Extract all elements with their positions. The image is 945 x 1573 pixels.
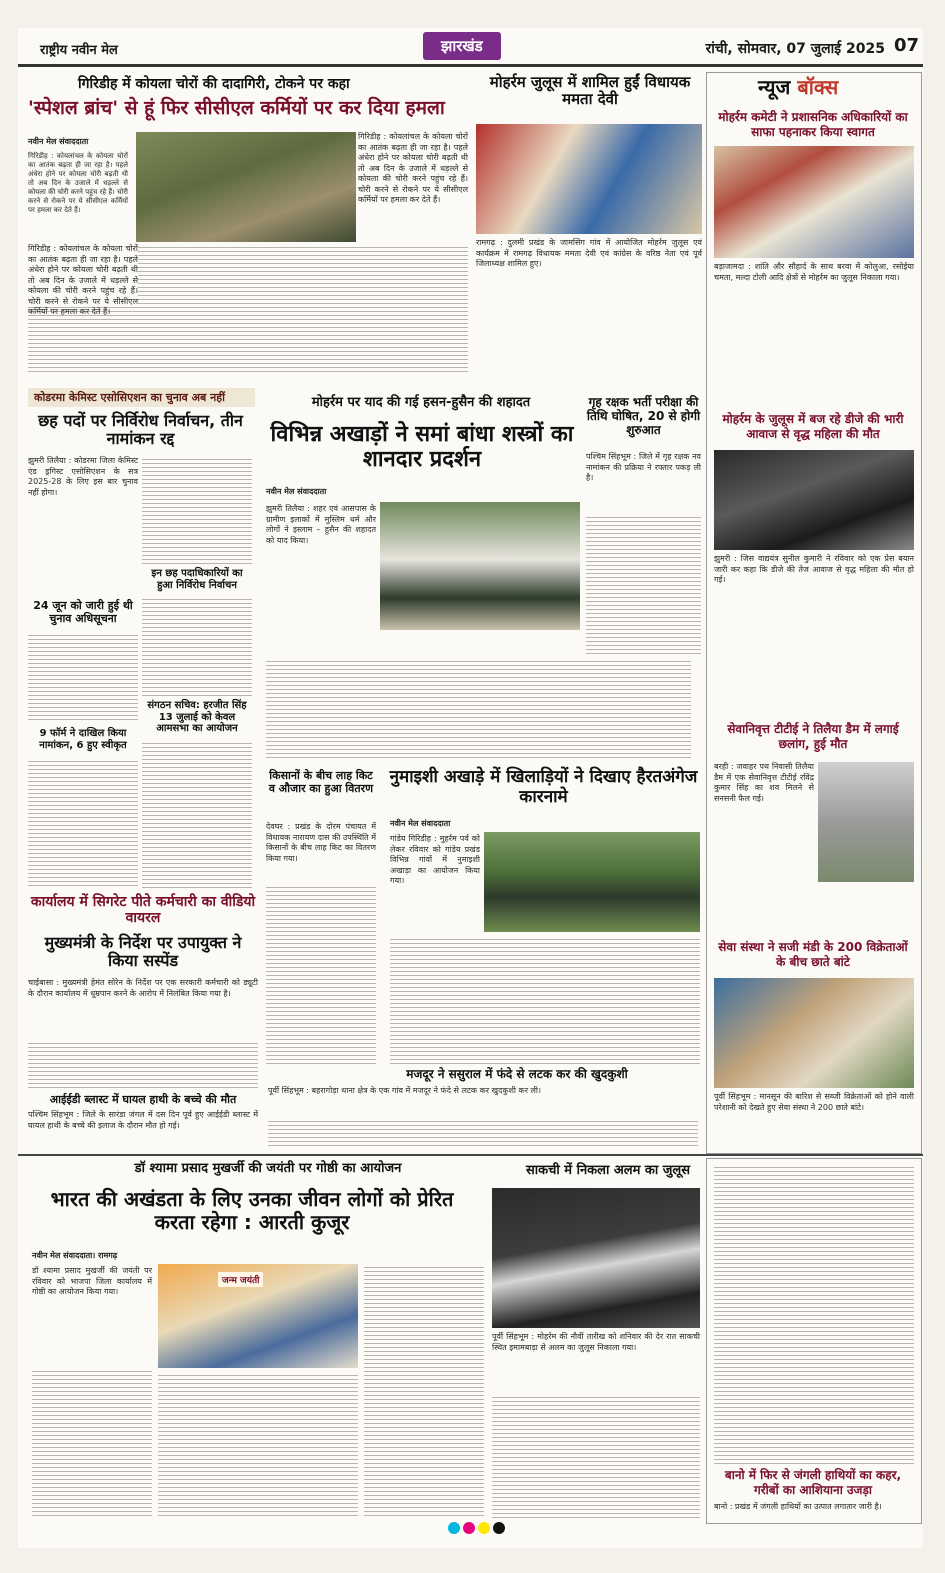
newsbox-item1-text: बड़ाजामदा : शांति और सौहार्द के साथ बरवा में कोलुआ, रसोईया चमता, मल्दा टोली आदि क्षेत्रों से मोहर्रम का जुलूस निकाला गया। — [714, 262, 914, 282]
registration-dots — [448, 1519, 508, 1538]
numaishi-body: गांडेय गिरिडीह : मुहर्रम पर्व को लेकर रविवार को गांडेय प्रखंड विभिन्न गांवों में नुमाइशी अखाड़ा का आयोजन किया गया। — [390, 834, 480, 885]
sakchi-body: पूर्वी सिंहभूम : मोहर्रम की नौवीं तारीख को शनिवार की देर रात साकची स्थित इमामबाड़ा से अलम का जुलूस निकाला गया। — [492, 1332, 700, 1352]
mla-photo — [476, 124, 702, 234]
numaishi-body2 — [390, 936, 700, 1066]
sakchi-headline: साकची में निकला अलम का जुलूस — [525, 1163, 691, 1178]
kodarma-body6 — [142, 740, 252, 888]
newsbox-title-b: बॉक्स — [797, 75, 839, 99]
divider — [18, 1154, 923, 1156]
akhara-headline: विभिन्न अखाड़ों ने समां बांधा शस्त्रों का शानदार प्रदर्शन — [270, 422, 574, 473]
sakchi-photo — [492, 1188, 700, 1328]
lead-headline: 'स्पेशल ब्रांच' से हूं फिर सीसीएल कर्मियों पर कर दिया हमला — [28, 97, 445, 119]
newsbox-item5-text: बानो : प्रखंड में जंगली हाथियों का उत्पात लगातार जारी है। — [714, 1502, 882, 1511]
paper-logo: राष्ट्रीय नवीन मेल — [40, 43, 118, 58]
grih-body2 — [586, 514, 701, 654]
cig-body: चाईबासा : मुख्यमंत्री हेमंत सोरेन के निर्देश पर एक सरकारी कर्मचारी को ड्यूटी के दौरान कार्यालय में धूम्रपान करने के आरोप में निलंबित किया गया है। — [28, 978, 258, 998]
akhara-body2 — [266, 658, 691, 758]
masthead — [18, 28, 923, 67]
lead-body-text: गिरिडीह : कोयलांचल के कोयला चोरों का आतंक बढ़ता ही जा रहा है। पहले अंधेरा होने पर कोयला चोरी बढ़ती थी तो अब दिन के उजाले में धड़ल्ले से कोयला की चोरी करने पहुंच रहे हैं। चोरी करने से रोकने पर ये सीसीएल कर्मियों पर हमला कर देते हैं। — [28, 244, 138, 316]
black-dot — [493, 1522, 505, 1534]
dateline: रांची, सोमवार, 07 जुलाई 2025 — [705, 41, 885, 57]
mla-body: रामगढ़ : दुलमी प्रखंड के जामसिंग गांव में आयोजित मोहर्रम जुलूस एवं कार्यक्रम में रामगढ़ विधायक ममता देवी एवं कांग्रेस के वरिष्ठ नेता एवं पूर्व जिलाध्यक्ष शामिल हुए। — [476, 238, 702, 268]
kodarma-sub3: इन छह पदाधिकारियों का हुआ निर्विरोध निर्वाचन — [151, 568, 243, 591]
ied-body: पश्चिम सिंहभूम : जिले के सारंडा जंगल में दस दिन पूर्व हुए आईईडी ब्लास्ट में घायल हाथी के बच्चे की इलाज के दौरान मौत हो गई। — [28, 1110, 258, 1130]
grih-body: पश्चिम सिंहभूम : जिले में गृह रक्षक नव नामांकन की प्रक्रिया ने रफ्तार पकड़ ली है। — [586, 452, 701, 482]
newsbox-item1-head: मोहर्रम कमेटी ने प्रशासनिक अधिकारियों का साफा पहनाकर किया स्वागत — [718, 110, 908, 139]
bano-prev-text — [714, 1164, 914, 1464]
newsbox-title-a: न्यूज — [758, 75, 791, 99]
akhara-photo — [380, 502, 580, 630]
sakchi-body2 — [492, 1394, 700, 1518]
newsbox-photo4 — [714, 978, 914, 1088]
kodarma-headline: छह पदों पर निर्विरोध निर्वाचन, तीन नामांकन रद्द — [38, 411, 243, 449]
magenta-dot — [463, 1522, 475, 1534]
ied-headline: आईईडी ब्लास्ट में घायल हाथी के बच्चे की मौत — [49, 1093, 237, 1106]
kodarma-body3 — [28, 758, 138, 888]
lead-caption: गिरिडीह : कोयलांचल के कोयला चोरों का आतंक बढ़ता ही जा रहा है। पहले अंधेरा होने पर कोयला चोरी बढ़ती थी तो अब दिन के उजाले में धड़ल्ले से कोयला की चोरी करने पहुंच रहे हैं। चोरी करने से रोकने पर ये सीसीएल कर्मियों पर हमला कर देते हैं। — [28, 152, 128, 214]
akhara-byline: नवीन मेल संवाददाता — [266, 487, 327, 496]
newsbox-photo2 — [714, 450, 914, 550]
newsbox-item3-head: सेवानिवृत्त टीटीई ने तिलैया डैम में लगाई छलांग, हुई मौत — [727, 722, 899, 751]
numaishi-photo — [484, 832, 700, 932]
shyama-body2 — [32, 1368, 152, 1518]
kodarma-sub2: 9 फॉर्म ने दाखिल किया नामांकन, 6 हुए स्वीकृत — [39, 728, 127, 751]
cyan-dot — [448, 1522, 460, 1534]
akhara-body: झुमरी तिलैया : शहर एवं आसपास के ग्रामीण इलाकों में मुस्लिम धर्म और लोगों ने इस्लाम – हुसैन की शहादत को याद किया। — [266, 504, 376, 545]
cig-kicker: कार्यालय में सिगरेट पीते कर्मचारी का वीडियो वायरल — [30, 894, 256, 927]
mla-headline: मोहर्रम जुलूस में शामिल हुईं विधायक ममता देवी — [489, 73, 691, 109]
newsbox-item2-head: मोहर्रम के जुलूस में बज रहे डीजे की भारी आवाज से वृद्ध महिला की मौत — [722, 412, 904, 441]
yellow-dot — [478, 1522, 490, 1534]
newspaper-page — [18, 28, 923, 1548]
kodarma-body: झुमरी तिलैया : कोडरमा जिला केमिस्ट एंड ड्रगिस्ट एसोसिएशन के सत्र 2025-28 के लिए इस बार चुनाव नहीं होगा। — [28, 456, 138, 497]
newsbox-item3-text: बरही : जवाहर पथ निवासी तिलैया डैम में एक सेवानिवृत्त टीटीई रविंद्र कुमार सिंह का शव मिलने से सनसनी फैल गई। — [714, 762, 814, 803]
newsbox-photo3 — [818, 762, 914, 882]
lead-byline: नवीन मेल संवाददाता — [28, 137, 89, 146]
shyama-body: डॉ श्यामा प्रसाद मुखर्जी की जयंती पर रविवार को भाजपा जिला कार्यालय में गोष्ठी का आयोजन किया गया। — [32, 1266, 152, 1296]
section-label: झारखंड — [423, 32, 501, 60]
lead-side-text: गिरिडीह : कोयलांचल के कोयला चोरों का आतंक बढ़ता ही जा रहा है। पहले अंधेरा होने पर कोयला चोरी बढ़ती थी तो अब दिन के उजाले में धड़ल्ले से कोयला की चोरी करने पहुंच रहे हैं। चोरी करने से रोकने पर ये सीसीएल कर्मियों पर हमला कर देते हैं। — [358, 132, 468, 204]
shyama-photo — [158, 1264, 358, 1368]
kodarma-body2 — [28, 632, 138, 722]
numaishi-headline: नुमाइशी अखाड़े में खिलाड़ियों ने दिखाए हैरतअंगेज कारनामे — [389, 767, 698, 807]
lead-kicker: गिरिडीह में कोयला चोरों की दादागिरी, टोकने पर कहा — [78, 76, 350, 92]
grih-headline: गृह रक्षक भर्ती परीक्षा की तिथि घोषित, 20 से होगी शुरुआत — [586, 395, 701, 437]
newsbox-item5-head: बानो में फिर से जंगली हाथियों का कहर, गरीबों का आशियाना उजड़ा — [724, 1468, 902, 1497]
kisan-body: देवघर : प्रखंड के दोरम पंचायत में विधायक नारायण दास की उपस्थिति में किसानों के बीच लाह किट का वितरण किया गया। — [266, 822, 376, 863]
newsbox-title — [758, 76, 838, 99]
shyama-banner: जन्म जयंती — [218, 1272, 263, 1287]
muharram-strip: मोहर्रम पर याद की गई हसन-हुसैन की शहादत — [311, 395, 531, 410]
majdoor-body: पूर्वी सिंहभूम : बहरागोड़ा थाना क्षेत्र के एक गांव में मजदूर ने फंदे से लटक कर खुदकुशी कर ली। — [268, 1086, 542, 1095]
shyama-body4 — [364, 1264, 484, 1518]
kodarma-body4 — [142, 456, 252, 566]
newsbox-item4-text: पूर्वी सिंहभूम : मानसून की बारिश से सब्जी विक्रेताओं को होने वाली परेशानी को देखते हुए सेवा संस्था ने 200 छाते बांटे। — [714, 1092, 914, 1112]
shyama-kicker: डॉ श्यामा प्रसाद मुखर्जी की जयंती पर गोष्ठी का आयोजन — [134, 1161, 402, 1176]
newsbox-item4-head: सेवा संस्था ने सजी मंडी के 200 विक्रेताओं के बीच छाते बांटे — [718, 940, 908, 969]
shyama-body3 — [158, 1372, 358, 1518]
majdoor-headline: मजदूर ने ससुराल में फंदे से लटक कर की खुदकुशी — [406, 1067, 628, 1081]
newsbox-item2-text: झुमरी : जिस वाद्ययंत्र सुनील कुमारी ने रविवार को एक प्रेस बयान जारी कर कहा कि डीजे की तेज आवाज से वृद्ध महिला की मौत हो गई। — [714, 554, 914, 584]
newsbox-photo1 — [714, 146, 914, 258]
numaishi-byline: नवीन मेल संवाददाता — [390, 819, 451, 828]
shyama-headline: भारत की अखंडता के लिए उनका जीवन लोगों को प्रेरित करता रहेगा : आरती कुजूर — [50, 1187, 454, 1234]
page-number: 07 — [893, 35, 919, 56]
kodarma-body5 — [142, 596, 252, 696]
kisan-headline: किसानों के बीच लाह किट व औजार का हुआ वितरण — [268, 769, 374, 795]
kisan-body2 — [266, 884, 376, 1064]
majdoor-body2 — [268, 1118, 698, 1148]
kodarma-sub1: 24 जून को जारी हुई थी चुनाव अधिसूचना — [33, 599, 133, 625]
kodarma-sub4: संगठन सचिव: हरजीत सिंह 13 जुलाई को केवल आमसभा का आयोजन — [147, 700, 247, 734]
cig-body2 — [28, 1040, 258, 1090]
cig-headline: मुख्यमंत्री के निर्देश पर उपायुक्त ने किया सस्पेंड — [44, 933, 242, 971]
shyama-byline: नवीन मेल संवाददाता। रामगढ़ — [32, 1251, 118, 1260]
kodarma-kicker: कोडरमा केमिस्ट एसोसिएशन का चुनाव अब नहीं — [28, 388, 255, 407]
lead-photo — [136, 132, 356, 242]
